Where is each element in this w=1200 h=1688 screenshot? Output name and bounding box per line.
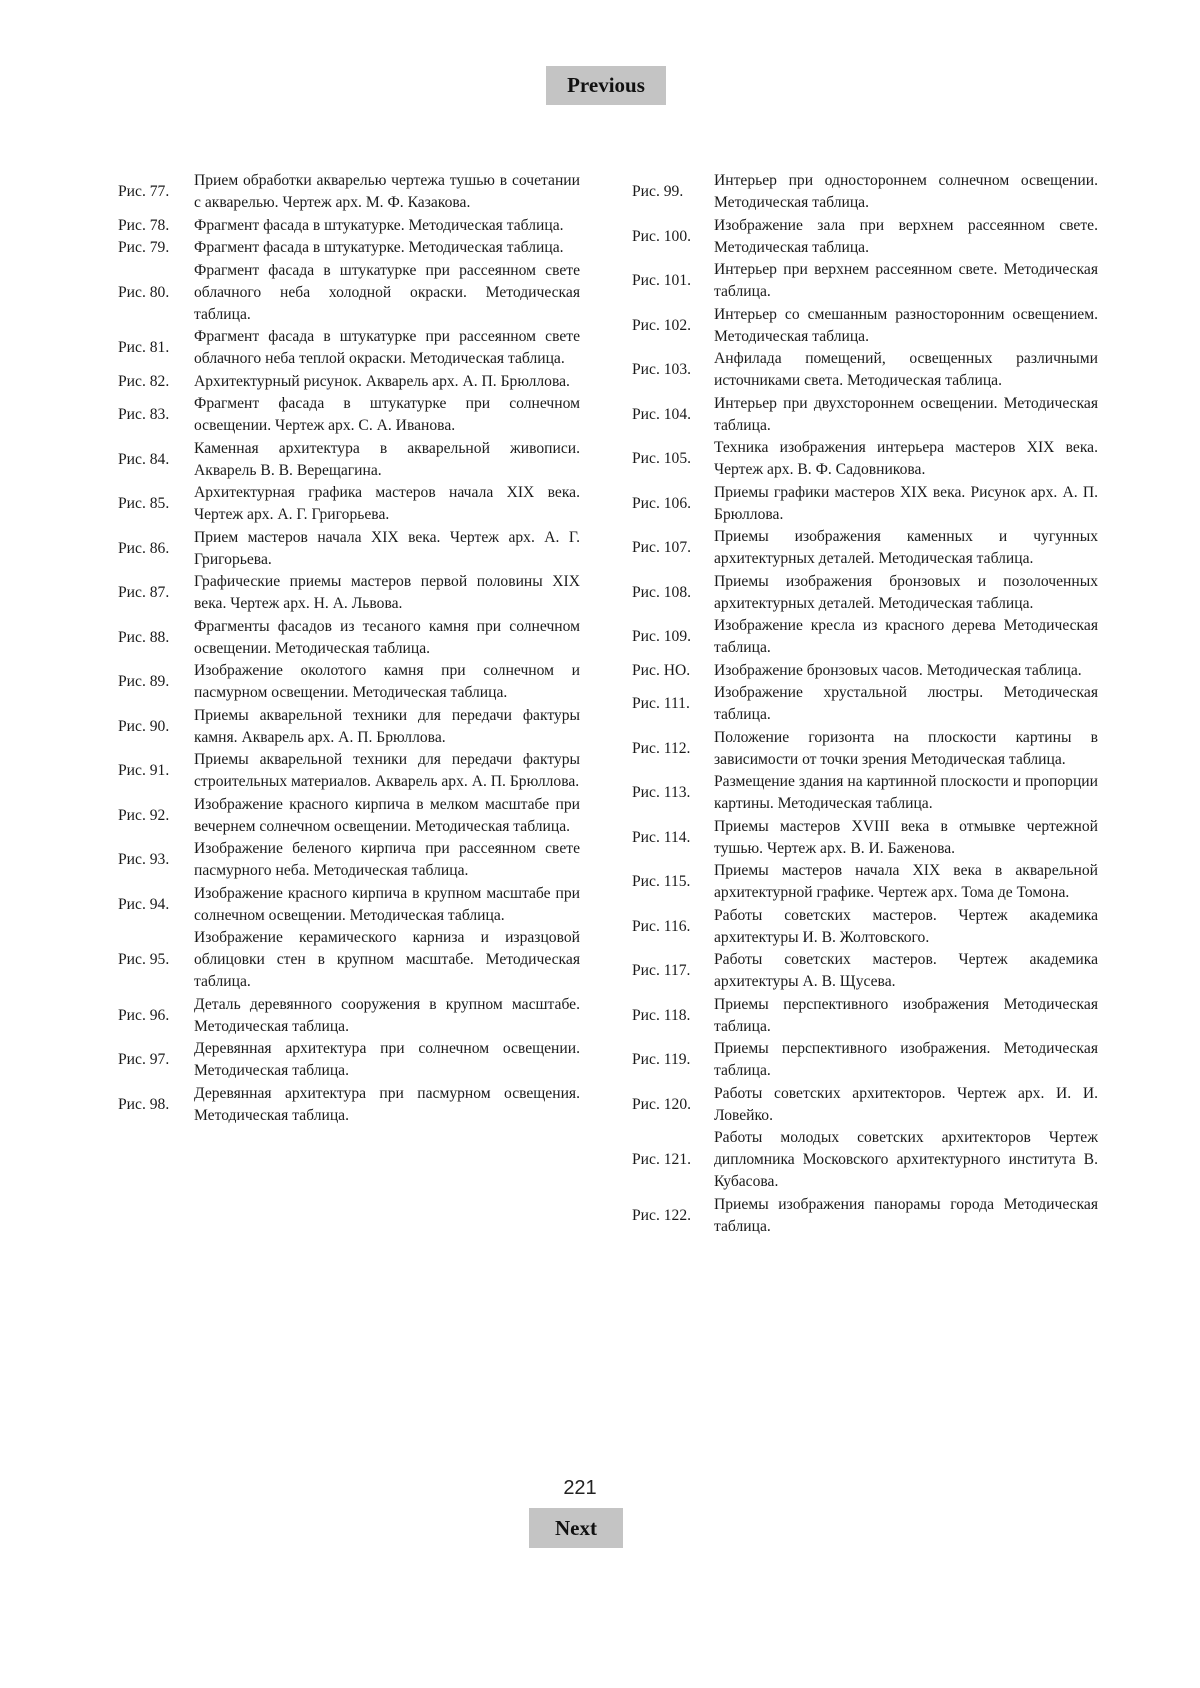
figure-number: Рис. 109. (632, 628, 692, 645)
figure-caption-text: Архитектурный рисунок. Акварель арх. А. П. Брюллова. (194, 372, 570, 390)
figure-caption-text: Приемы перспективного изображения Методическая таблица. (714, 995, 1098, 1035)
figure-number: Рис. 77. (118, 183, 170, 200)
figure-caption (118, 215, 580, 237)
figure-caption-text: Приемы изображения каменных и чугунных архитектурных деталей. Методическая таблица. (714, 528, 1098, 567)
figure-caption (118, 527, 580, 571)
page-number: 221 (563, 1477, 597, 1499)
figure-caption-text: Размещение здания на картинной плоскости и пропорции картины. Методическая таблица. (714, 773, 1098, 812)
figure-number: Рис. 91. (118, 762, 170, 779)
figure-caption-text: Приемы перспективного изображения. Методическая таблица. (714, 1040, 1098, 1079)
figure-caption (632, 905, 1098, 949)
figure-caption-text: Изображение зала при верхнем рассеянном свете. Методическая таблица. (714, 216, 1098, 256)
figure-number: Рис. 87. (118, 584, 170, 601)
figure-caption-text: Фрагменты фасадов из тесаного камня при солнечном освещении. Методическая таблица. (194, 617, 580, 657)
figure-number: Рис. 84. (118, 450, 170, 468)
figure-caption-text: Изображение бронзовых часов. Методическая таблица. (714, 661, 1082, 679)
figure-number: Рис. 122. (632, 1206, 692, 1224)
figure-list-right (632, 170, 1098, 1238)
figure-number: Рис. 118. (632, 1006, 691, 1024)
figure-number: Рис. 103. (632, 361, 692, 378)
figure-caption-text: Приемы акварельной техники для передачи фактуры камня. Акварель арх. А. П. Брюллова. (194, 706, 580, 746)
figure-number: Рис. 111. (632, 695, 690, 712)
figure-caption-text: Интерьер при верхнем рассеянном свете. Методическая таблица. (714, 261, 1098, 300)
figure-number: Рис. 115. (632, 873, 691, 890)
figure-number: Рис. 93. (118, 851, 170, 868)
figure-caption-text: Изображение керамического карниза и изразцовой облицовки стен в крупном масштабе. Методическая таблица. (194, 929, 580, 990)
figure-caption (632, 215, 1098, 259)
figure-number: Рис. 98. (118, 1095, 170, 1113)
figure-number: Рис. 107. (632, 539, 692, 556)
figure-caption-text: Деревянная архитектура при пасмурном освещения. Методическая таблица. (194, 1084, 580, 1124)
figure-caption (118, 326, 580, 370)
figure-caption-text: Положение горизонта на плоскости картины в зависимости от точки зрения Методическая таблица. (714, 728, 1098, 768)
figure-number: Рис. 114. (632, 828, 691, 846)
figure-caption-text: Интерьер при одностороннем солнечном освещении. Методическая таблица. (714, 172, 1098, 211)
figure-number: Рис. 89. (118, 673, 170, 690)
figure-caption (632, 259, 1098, 303)
figure-number: Рис. 120. (632, 1095, 692, 1113)
figure-caption (632, 170, 1098, 214)
figure-caption (118, 260, 580, 326)
figure-number: Рис. 94. (118, 895, 170, 913)
figure-number: Рис. 97. (118, 1051, 170, 1068)
figure-caption (118, 170, 580, 214)
figure-caption-text: Интерьер со смешанным разносторонним освещением. Методическая таблица. (714, 305, 1098, 345)
figure-number: Рис. 105. (632, 450, 692, 467)
figure-caption-text: Работы молодых советских архитекторов Чертеж дипломника Московского архитектурного института В. Кубасова. (714, 1129, 1098, 1190)
figure-caption-text: Изображение кресла из красного дерева Методическая таблица. (714, 617, 1098, 656)
figure-caption-text: Фрагмент фасада в штукатурке. Методическая таблица. (194, 239, 564, 256)
figure-caption (632, 482, 1098, 526)
figure-caption-text: Приемы графики мастеров XIX века. Рисунок арх. А. П. Брюллова. (714, 483, 1098, 523)
figure-caption (118, 749, 580, 793)
figure-caption-text: Изображение красного кирпича в мелком масштабе при вечернем солнечном освещении. Методическая таблица. (194, 795, 580, 835)
figure-caption-text: Изображение красного кирпича в крупном масштабе при солнечном освещении. Методическая таблица. (194, 884, 580, 924)
figure-number: Рис. 96. (118, 1006, 170, 1024)
figure-number: Рис. 119. (632, 1051, 691, 1068)
figure-number: Рис. 83. (118, 406, 170, 423)
figure-caption-text: Приемы мастеров начала XIX века в акварельной архитектурной графике. Чертеж арх. Тома де Томона. (714, 862, 1098, 901)
figure-caption (632, 1038, 1098, 1082)
figure-caption (118, 838, 580, 882)
figure-caption-text: Техника изображения интерьера мастеров XIX века. Чертеж арх. В. Ф. Садовникова. (714, 439, 1098, 478)
figure-caption (632, 1127, 1098, 1193)
figure-caption-text: Изображение хрустальной люстры. Методическая таблица. (714, 684, 1098, 723)
figure-caption (118, 1038, 580, 1082)
figure-caption-text: Фрагмент фасада в штукатурке при рассеянном свете облачного неба холодной окраски. Методическая таблица. (194, 261, 580, 323)
figure-caption (632, 615, 1098, 659)
figure-list-left (118, 170, 580, 1127)
figure-caption (118, 438, 580, 482)
figure-number: Рис. 112. (632, 739, 691, 757)
figure-number: Рис. 92. (118, 806, 170, 824)
figure-caption (118, 660, 580, 704)
figure-caption (632, 660, 1098, 682)
figure-caption-text: Работы советских архитекторов. Чертеж арх. И. И. Ловейко. (714, 1084, 1098, 1124)
figure-number: Рис. 82. (118, 372, 170, 390)
figure-caption-text: Анфилада помещений, освещенных различными источниками света. Методическая таблица. (714, 350, 1098, 389)
figure-number: Рис. 106. (632, 494, 692, 512)
figure-number: Рис. НО. (632, 661, 691, 679)
figure-caption (632, 771, 1098, 815)
figure-caption (118, 994, 580, 1038)
figure-number: Рис. 90. (118, 717, 170, 735)
figure-caption (118, 237, 580, 259)
figure-caption (118, 616, 580, 660)
figure-caption (632, 994, 1098, 1038)
figure-caption (632, 816, 1098, 860)
figure-caption-text: Прием обработки акварелью чертежа тушью в сочетании с акварелью. Чертеж арх. М. Ф. Казакова. (194, 172, 580, 211)
figure-caption (118, 571, 580, 615)
figure-number: Рис. 117. (632, 962, 691, 979)
previous-button[interactable]: Previous (546, 66, 666, 105)
figure-caption (118, 794, 580, 838)
figure-caption-text: Архитектурная графика мастеров начала XIX века. Чертеж арх. А. Г. Григорьева. (194, 484, 580, 523)
figure-caption-text: Фрагмент фасада в штукатурке. Методическая таблица. (194, 216, 564, 234)
figure-caption-text: Работы советских мастеров. Чертеж академика архитектуры А. В. Щусева. (714, 951, 1098, 990)
figure-caption-text: Работы советских мастеров. Чертеж академика архитектуры И. В. Жолтовского. (714, 906, 1098, 946)
figure-number: Рис. 99. (632, 183, 684, 200)
figure-caption (118, 705, 580, 749)
figure-caption-text: Графические приемы мастеров первой половины XIX века. Чертеж арх. Н. А. Львова. (194, 573, 580, 612)
figure-caption (118, 1083, 580, 1127)
figure-caption-text: Деталь деревянного сооружения в крупном масштабе. Методическая таблица. (194, 995, 580, 1035)
figure-caption-text: Приемы изображения бронзовых и позолоченных архитектурных деталей. Методическая таблица. (714, 572, 1098, 612)
figure-caption (632, 1083, 1098, 1127)
figure-caption (632, 682, 1098, 726)
figure-number: Рис. 108. (632, 583, 692, 601)
figure-caption (632, 860, 1098, 904)
figure-caption (118, 883, 580, 927)
figure-number: Рис. 121. (632, 1151, 692, 1168)
figure-number: Рис. 80. (118, 283, 170, 301)
figure-number: Рис. 86. (118, 539, 170, 557)
figure-caption-text: Приемы мастеров XVIII века в отмывке чертежной тушью. Чертеж арх. В. И. Баженова. (714, 817, 1098, 857)
figure-caption-text: Каменная архитектура в акварельной живописи. Акварель В. В. Верещагина. (194, 439, 580, 479)
figure-number: Рис. 79. (118, 239, 170, 256)
figure-caption-text: Приемы изображения панорамы города Методическая таблица. (714, 1195, 1098, 1235)
figure-caption (632, 348, 1098, 392)
figure-number: Рис. 88. (118, 628, 170, 646)
figure-caption (632, 949, 1098, 993)
figure-caption-text: Изображение беленого кирпича при рассеянном свете пасмурного неба. Методическая таблица. (194, 840, 580, 879)
figure-number: Рис. 101. (632, 272, 692, 289)
figure-caption-text: Интерьер при двухстороннем освещении. Методическая таблица. (714, 394, 1098, 434)
figure-caption-text: Деревянная архитектура при солнечном освещении. Методическая таблица. (194, 1040, 580, 1079)
figure-number: Рис. 95. (118, 951, 170, 968)
figure-caption-text: Прием мастеров начала XIX века. Чертеж арх. А. Г. Григорьева. (194, 528, 580, 568)
figure-number: Рис. 102. (632, 316, 692, 334)
figure-caption-text: Приемы акварельной техники для передачи фактуры строительных материалов. Акварель арх. А. П. Брюллова. (194, 751, 580, 790)
figure-number: Рис. 116. (632, 917, 691, 935)
figure-caption (118, 393, 580, 437)
figure-caption (118, 371, 580, 393)
figure-caption (632, 393, 1098, 437)
figure-caption (632, 304, 1098, 348)
figure-caption-text: Фрагмент фасада в штукатурке при рассеянном свете облачного неба теплой окраски. Методическая таблица. (194, 328, 580, 367)
figure-caption (632, 1194, 1098, 1238)
figure-number: Рис. 85. (118, 495, 170, 512)
figure-number: Рис. 100. (632, 227, 692, 245)
figure-caption (632, 727, 1098, 771)
figure-caption (632, 437, 1098, 481)
figure-caption (118, 482, 580, 526)
figure-number: Рис. 113. (632, 784, 691, 801)
figure-caption-text: Фрагмент фасада в штукатурке при солнечном освещении. Чертеж арх. С. А. Иванова. (194, 395, 580, 434)
next-button[interactable]: Next (529, 1508, 623, 1548)
figure-caption (632, 526, 1098, 570)
figure-caption-text: Изображение околотого камня при солнечном и пасмурном освещении. Методическая таблица. (194, 662, 580, 701)
figure-caption (632, 571, 1098, 615)
figure-number: Рис. 78. (118, 216, 170, 234)
figure-caption (118, 927, 580, 993)
figure-number: Рис. 81. (118, 339, 170, 356)
figure-number: Рис. 104. (632, 405, 692, 423)
